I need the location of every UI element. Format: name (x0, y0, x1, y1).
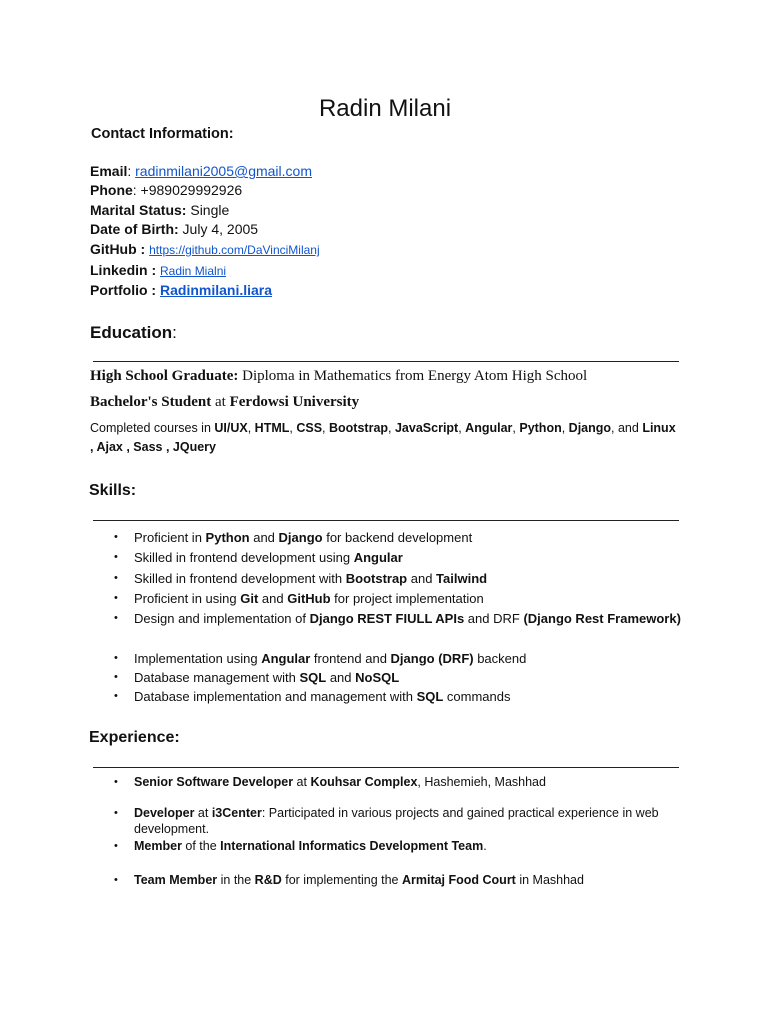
github-key: GitHub : (90, 241, 150, 257)
skill-item (114, 668, 694, 687)
skill-item-segment: and DRF (464, 611, 524, 626)
education-courses-segment: Completed courses in (90, 421, 215, 435)
skill-item-segment: SQL (416, 689, 444, 704)
experience-item-segment: i3Center (211, 806, 262, 820)
experience-item-segment: , Hashemieh, Mashhad (417, 775, 546, 789)
education-heading (90, 323, 177, 343)
bullet-icon: • (114, 690, 118, 702)
skill-item-segment: Tailwind (436, 571, 488, 586)
education-courses-segment: HTML (254, 421, 290, 435)
experience-item-segment: in the (217, 873, 255, 887)
skills-divider (93, 520, 679, 521)
skill-item (114, 548, 694, 567)
experience-item (114, 774, 694, 790)
education-courses-segment: JavaScript (394, 421, 459, 435)
education-divider (93, 361, 679, 362)
skill-item-segment: Bootstrap (345, 571, 408, 586)
experience-item-segment: Developer (134, 806, 195, 820)
education-heading-text: Education (90, 323, 173, 342)
contact-date-of-birth (90, 221, 258, 237)
bullet-icon: • (114, 776, 118, 788)
experience-divider (93, 767, 679, 768)
bullet-icon: • (114, 572, 118, 584)
skill-item-segment: backend (473, 651, 527, 666)
skill-item-segment: Git (240, 591, 259, 606)
skill-item-segment: Django (278, 530, 323, 545)
skill-item-segment: NoSQL (355, 670, 400, 685)
contact-heading: Contact Information: (91, 126, 234, 142)
bullet-icon: • (114, 551, 118, 563)
experience-item (114, 838, 694, 854)
bullet-icon: • (114, 652, 118, 664)
portfolio-link[interactable]: Radinmilani.liara (160, 282, 273, 298)
email-link[interactable]: radinmilani2005@gmail.com (135, 163, 312, 179)
skill-item-segment: for backend development (322, 530, 473, 545)
skill-item-segment: and (407, 571, 437, 586)
education-courses-segment: , (289, 421, 297, 435)
experience-item-segment: Kouhsar Complex (310, 775, 418, 789)
education-courses-segment: Django (568, 421, 612, 435)
education-courses-segment: , (322, 421, 329, 435)
skill-item (114, 528, 694, 547)
contact-linkedin (90, 262, 226, 278)
email-separator: : (127, 163, 136, 179)
skill-item (114, 589, 694, 608)
education-courses-segment: , (561, 421, 569, 435)
email-key: Email (90, 163, 128, 179)
skill-item-segment: commands (443, 689, 511, 704)
education-high-school (90, 368, 587, 385)
education-courses-segment: Python (519, 421, 562, 435)
education-bachelor (90, 394, 359, 411)
experience-item-segment: Member (134, 839, 182, 853)
experience-item-segment: : Participated in various projects and gained practical experience in web development. (134, 806, 659, 836)
experience-item-segment: in Mashhad (515, 873, 584, 887)
skill-item-segment: Implementation using (134, 651, 262, 666)
contact-email (90, 163, 312, 179)
skill-item (114, 687, 694, 706)
skill-item-segment: Django (DRF) (390, 651, 474, 666)
education-high-school-segment: High School Graduate: (90, 368, 239, 384)
portfolio-key: Portfolio : (90, 282, 160, 298)
education-courses-segment: , and (611, 421, 643, 435)
education-courses-segment: , (247, 421, 255, 435)
bullet-icon: • (114, 807, 118, 819)
experience-item (114, 872, 694, 888)
experience-item-segment: Team Member (134, 873, 218, 887)
bullet-icon: • (114, 671, 118, 683)
github-link[interactable]: https://github.com/DaVinciMilanj (149, 243, 320, 257)
education-bachelor-segment: at (211, 394, 230, 410)
education-courses-segment: , (512, 421, 520, 435)
skill-item-segment: frontend and (310, 651, 391, 666)
education-bachelor-segment: Bachelor's Student (90, 394, 212, 410)
experience-item-segment: International Informatics Development Team (220, 839, 484, 853)
education-high-school-segment: Diploma in Mathematics from Energy Atom High School (238, 368, 588, 384)
education-courses-segment: UI/UX (214, 421, 248, 435)
education-courses-segment: Bootstrap (329, 421, 389, 435)
bullet-icon: • (114, 531, 118, 543)
skill-item-segment: Angular (261, 651, 311, 666)
contact-github (90, 241, 320, 257)
education-bachelor-segment: Ferdowsi University (229, 394, 360, 410)
bullet-icon: • (114, 612, 118, 624)
skill-item-segment: Angular (353, 550, 403, 565)
experience-item-segment: for implementing the (281, 873, 402, 887)
skill-item-segment: SQL (299, 670, 327, 685)
skill-item-segment: Skilled in frontend development with (134, 571, 346, 586)
contact-marital-status (90, 202, 229, 218)
experience-item-segment: R&D (254, 873, 282, 887)
experience-item-segment: at (293, 775, 311, 789)
skill-item-segment: Database implementation and management with (134, 689, 417, 704)
skill-item-segment: and (249, 530, 279, 545)
skill-item-segment: Skilled in frontend development using (134, 550, 354, 565)
education-courses-segment: , (388, 421, 395, 435)
phone-key: Phone (90, 182, 133, 198)
education-courses-segment: Angular (465, 421, 513, 435)
skill-item-segment: Proficient in (134, 530, 206, 545)
skill-item-segment: Database management with (134, 670, 300, 685)
contact-phone (90, 182, 242, 198)
skill-item-segment: Django REST FIULL APIs (309, 611, 465, 626)
phone-value: : +989029992926 (132, 182, 243, 198)
experience-item-segment: of the (181, 839, 221, 853)
marital-value: Single (186, 202, 230, 218)
experience-item-segment: . (483, 839, 487, 853)
experience-item (114, 805, 694, 837)
contact-portfolio (90, 282, 272, 298)
skill-item-segment: and (326, 670, 356, 685)
linkedin-key: Linkedin : (90, 262, 160, 278)
skill-item (114, 569, 694, 588)
skill-item-segment: GitHub (287, 591, 331, 606)
education-heading-colon: : (172, 323, 177, 342)
bullet-icon: • (114, 592, 118, 604)
experience-item-segment: at (194, 806, 212, 820)
marital-key: Marital Status: (90, 202, 187, 218)
bullet-icon: • (114, 840, 118, 852)
skills-heading: Skills: (89, 482, 137, 499)
skill-item-segment: and (258, 591, 288, 606)
skill-item-segment: Design and implementation of (134, 611, 310, 626)
education-courses (90, 419, 680, 457)
education-courses-segment: Linux , Ajax , Sass , JQuery (90, 421, 676, 454)
skill-item-segment: (Django Rest Framework) (523, 611, 681, 626)
education-courses-segment: , (458, 421, 466, 435)
linkedin-link[interactable]: Radin Mialni (160, 264, 227, 278)
resume-name: Radin Milani (318, 95, 452, 122)
education-courses-segment: CSS (296, 421, 323, 435)
experience-item-segment: Senior Software Developer (134, 775, 294, 789)
dob-key: Date of Birth: (90, 221, 179, 237)
experience-item-segment: Armitaj Food Court (401, 873, 516, 887)
skill-item-segment: Python (205, 530, 250, 545)
skill-item-segment: for project implementation (330, 591, 484, 606)
bullet-icon: • (114, 874, 118, 886)
dob-value: July 4, 2005 (178, 221, 259, 237)
skill-item (114, 649, 694, 668)
experience-heading: Experience: (89, 729, 180, 746)
skill-item-segment: Proficient in using (134, 591, 241, 606)
skill-item (114, 609, 694, 628)
